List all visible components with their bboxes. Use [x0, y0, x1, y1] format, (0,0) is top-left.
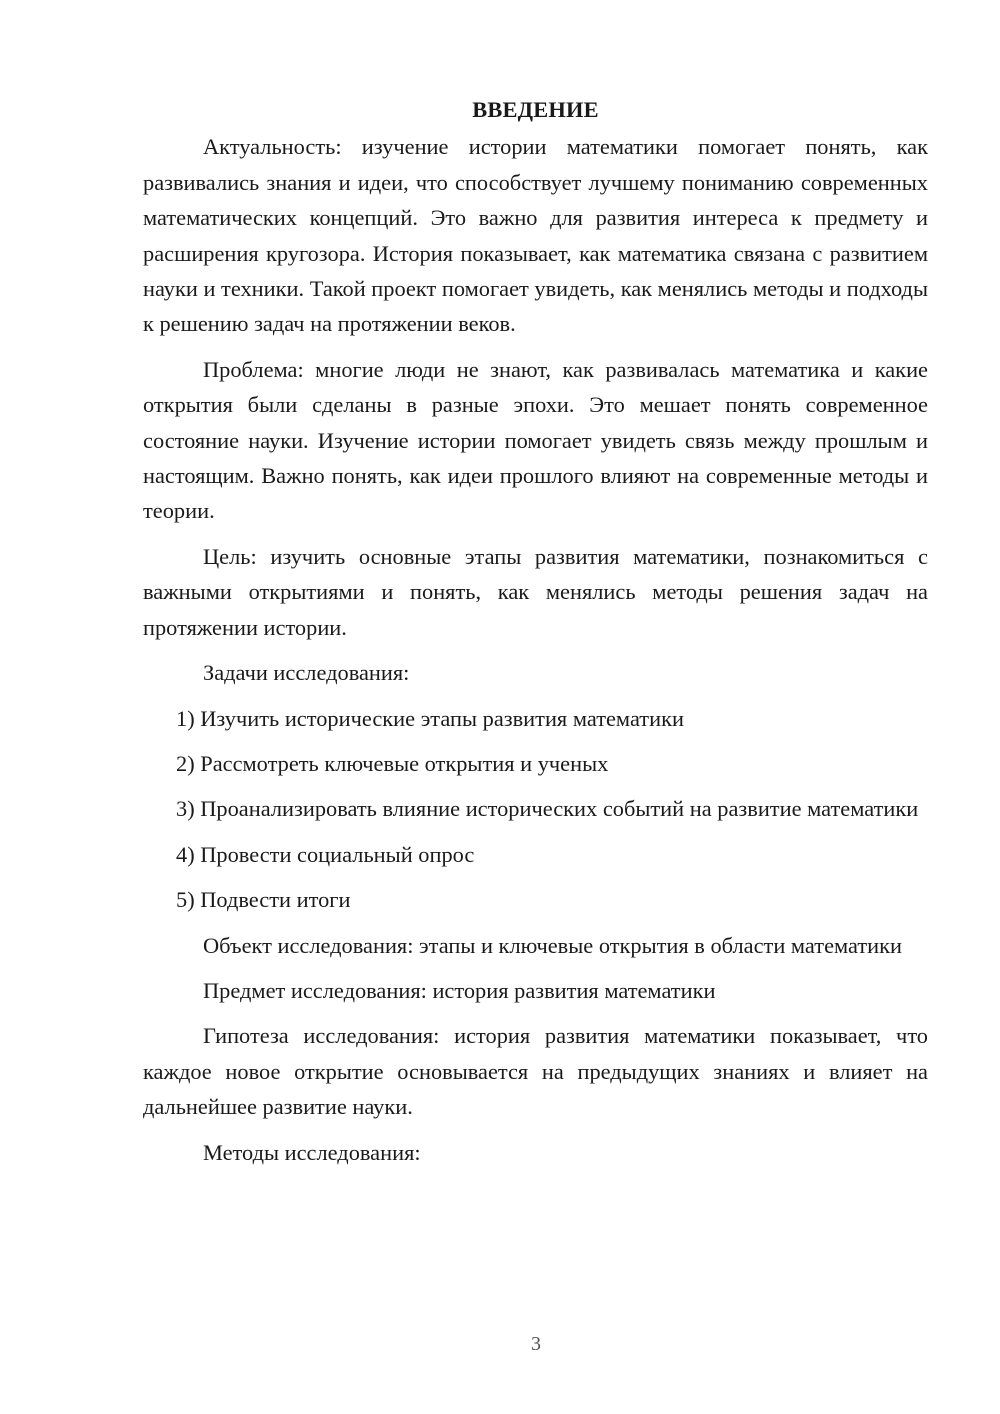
problem-paragraph: Проблема: многие люди не знают, как развивалась математика и какие открытия были сделаны в разные эпохи. Это мешает понять современное состояние науки. Изучение истории помогает увидеть связь между прошлым и настоящим. Важно понять, как идеи прошлого влияют на современные методы и теории. — [143, 356, 928, 524]
task-item: 2) Рассмотреть ключевые открытия и ученых — [176, 750, 609, 776]
relevance-paragraph: Актуальность: изучение истории математики помогает понять, как развивались знания и идеи, что способствует лучшему пониманию современных математических концепций. Это важно для развития интереса к предмету и расширения кругозора. История показывает, как математика связана с развитием науки и техники. Такой проект помогает увидеть, как менялись методы и подходы к решению задач на протяжении веков. — [143, 134, 928, 337]
page-content — [143, 92, 928, 1180]
task-item: 1) Изучить исторические этапы развития математики — [176, 705, 684, 731]
task-item: 5) Подвести итоги — [176, 887, 351, 913]
object-paragraph: Объект исследования: этапы и ключевые открытия в области математики — [203, 932, 903, 958]
tasks-heading: Задачи исследования: — [203, 660, 410, 686]
page-title: ВВЕДЕНИЕ — [472, 97, 599, 122]
task-item: 4) Провести социальный опрос — [176, 841, 475, 867]
hypothesis-paragraph: Гипотеза исследования: история развития математики показывает, что каждое новое открытие основывается на предыдущих знаниях и влияет на дальнейшее развитие науки. — [143, 1023, 928, 1120]
goal-paragraph: Цель: изучить основные этапы развития математики, познакомиться с важными открытиями и понять, как менялись методы решения задач на протяжении истории. — [143, 543, 928, 640]
subject-paragraph: Предмет исследования: история развития математики — [203, 977, 716, 1003]
task-item: 3) Проанализировать влияние исторических событий на развитие математики — [176, 796, 919, 822]
methods-heading: Методы исследования: — [203, 1139, 421, 1165]
page-number: 3 — [531, 1333, 541, 1355]
